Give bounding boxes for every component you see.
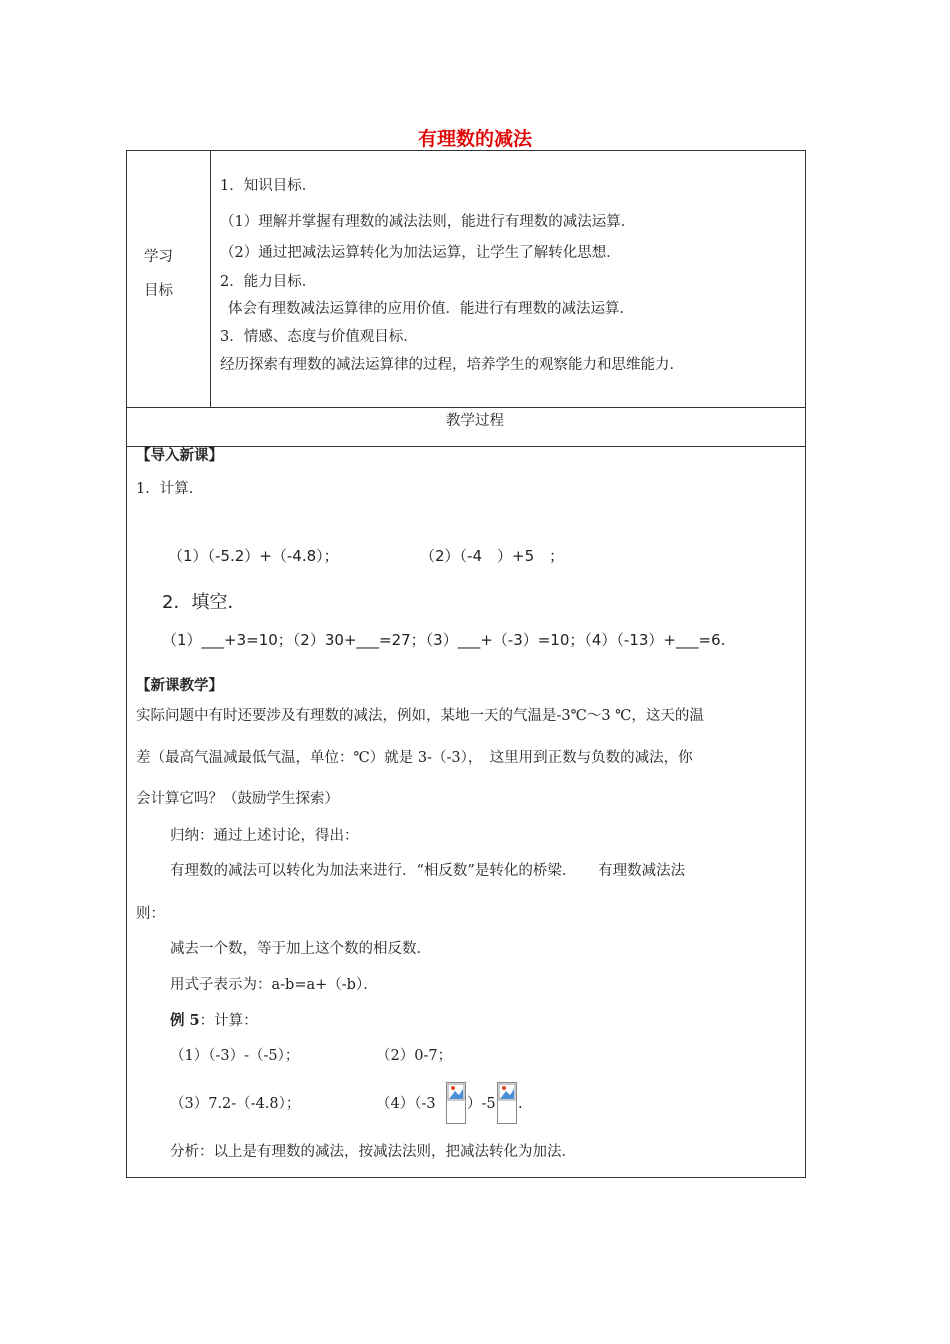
example-label: 例 5 [170, 1012, 200, 1029]
objective-line: 1．知识目标． [220, 178, 317, 194]
example-item-1: （1）（-3）-（-5）； [170, 1048, 300, 1064]
objective-line: 3．情感、态度与价值观目标． [220, 329, 418, 345]
newlesson-para: 会计算它吗？（鼓励学生探索） [136, 791, 339, 807]
example-item-2: （2）0-7； [376, 1048, 453, 1064]
summary-text: 归纳：通过上述讨论，得出： [170, 828, 359, 844]
example-suffix: ：计算： [199, 1013, 258, 1029]
example-item-4-c: . [518, 1096, 523, 1112]
page-title: 有理数的减法 [417, 128, 532, 150]
rule-text: 则： [136, 906, 165, 922]
example-item-3: （3）7.2-（-4.8）； [170, 1096, 301, 1112]
example-item-4-a: （4）（-3 [376, 1096, 436, 1112]
rule-text: 有理数的减法可以转化为加法来进行．“相反数”是转化的桥梁． 有理数减法法 [170, 863, 686, 879]
objectives-divider [210, 150, 211, 408]
calc-item-1: （1）（-5.2）+（-4.8）； [168, 547, 339, 565]
broken-image-1 [446, 1082, 466, 1124]
calc-item-2: （2）（-4 ）+5 ； [420, 547, 565, 565]
image-placeholder-icon [447, 1083, 465, 1101]
objective-line: 体会有理数减法运算律的应用价值．能进行有理数的减法运算． [228, 301, 634, 317]
process-header: 教学过程 [446, 413, 504, 429]
example-item-4-b: ）-5 [467, 1096, 496, 1112]
rule-statement: 减去一个数，等于加上这个数的相反数． [170, 941, 431, 957]
newlesson-para: 差（最高气温减最低气温，单位：℃）就是 3-（-3）， 这里用到正数与负数的减法，你 [136, 750, 693, 766]
objectives-label-1: 学习 [144, 249, 173, 265]
newlesson-para: 实际问题中有时还要涉及有理数的减法，例如，某地一天的气温是-3℃～3 ℃，这天的温 [136, 708, 704, 724]
objective-line: 2．能力目标． [220, 274, 317, 290]
objectives-label-2: 目标 [144, 283, 173, 299]
formula-text: 用式子表示为：a-b=a+（-b）． [170, 977, 378, 993]
intro-heading: 【导入新课】 [136, 447, 223, 464]
objective-line: 经历探索有理数的减法运算律的过程，培养学生的观察能力和思维能力． [220, 357, 684, 373]
example-heading [170, 1011, 258, 1031]
objective-line: （1）理解并掌握有理数的减法法则，能进行有理数的减法运算． [220, 214, 636, 230]
calc-label: 1．计算． [136, 481, 204, 497]
broken-image-2 [497, 1082, 517, 1124]
objective-line: （2）通过把减法运算转化为加法运算，让学生了解转化思想． [220, 245, 621, 261]
analysis-text: 分析：以上是有理数的减法，按减法法则，把减法转化为加法． [170, 1144, 576, 1160]
fill-line: （1）___+3=10；（2）30+___=27；（3）___+（-3）=10；（4）（-13）+___=6. [162, 631, 726, 649]
fill-label: 2．填空． [162, 592, 246, 613]
newlesson-heading: 【新课教学】 [136, 677, 223, 694]
image-placeholder-icon [498, 1083, 516, 1101]
